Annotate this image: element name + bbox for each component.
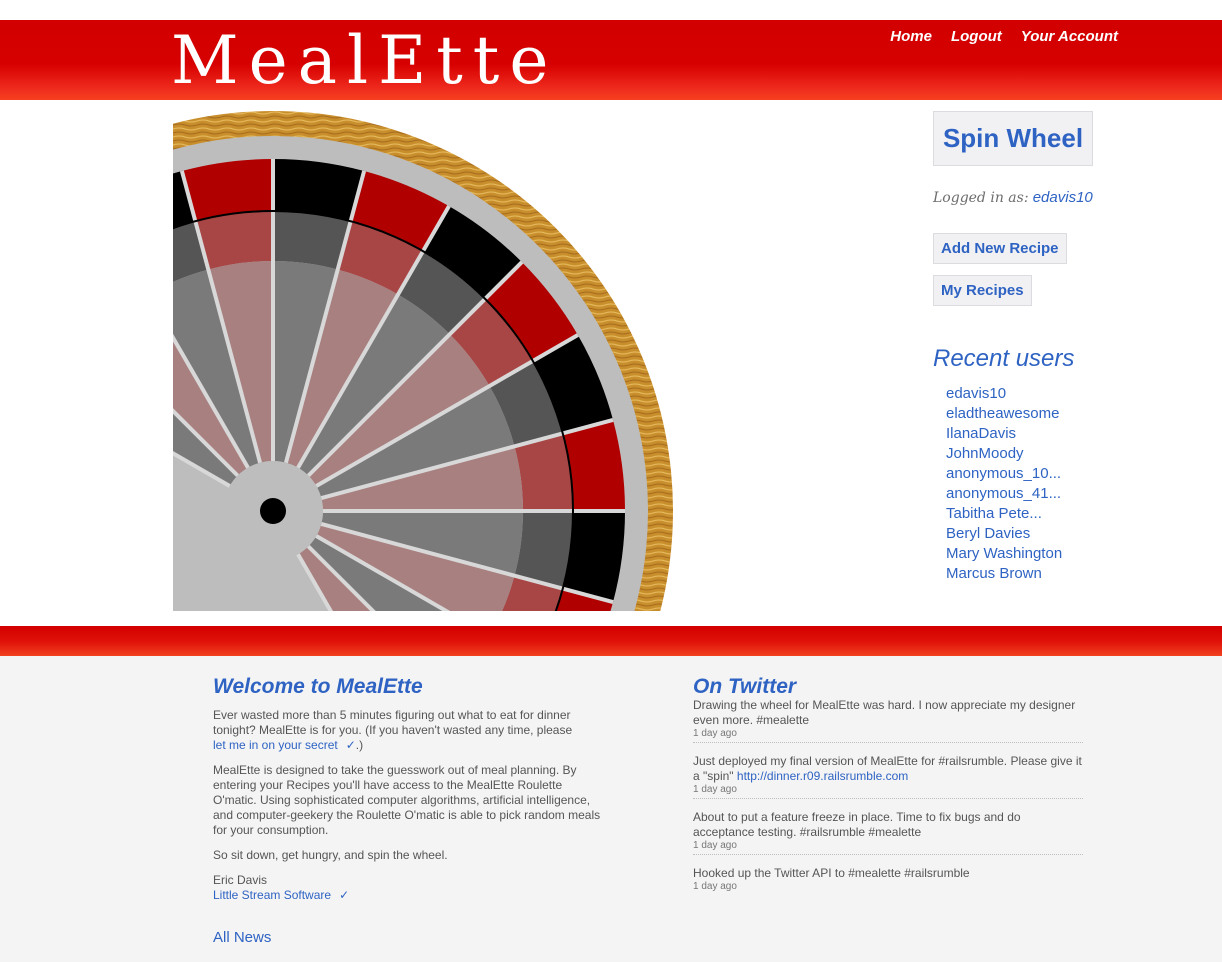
tweet-item: [693, 754, 1083, 799]
nav-home[interactable]: Home: [890, 28, 932, 45]
recent-user-link[interactable]: anonymous_10...: [946, 465, 1062, 482]
add-new-recipe-button[interactable]: Add New Recipe: [933, 233, 1067, 264]
tweet-item: [693, 698, 1083, 743]
recent-user-link[interactable]: Beryl Davies: [946, 525, 1031, 542]
check-icon: ✓: [345, 738, 356, 752]
welcome-heading: Welcome to MealEtte: [213, 675, 423, 698]
recent-user-link[interactable]: Tabitha Pete...: [946, 505, 1042, 522]
tweet-time: 1 day ago: [693, 840, 737, 851]
recent-user-link[interactable]: edavis10: [946, 385, 1007, 402]
tweet-link[interactable]: http://dinner.r09.railsrumble.com: [736, 769, 909, 783]
tweet-text: Hooked up the Twitter API to #mealette #railsrumble: [693, 866, 970, 880]
welcome-intro: [213, 708, 603, 753]
tweet-time: 1 day ago: [693, 881, 737, 892]
logged-in-user-link[interactable]: edavis10: [1032, 189, 1093, 206]
company-link[interactable]: Little Stream Software: [213, 888, 332, 902]
recent-user-link[interactable]: IlanaDavis: [946, 425, 1017, 442]
my-recipes-button[interactable]: My Recipes: [933, 275, 1032, 306]
recent-user-link[interactable]: JohnMoody: [946, 445, 1024, 462]
recent-users-heading: Recent users: [933, 345, 1075, 372]
author-name: Eric Davis: [213, 873, 268, 887]
welcome-intro-end: .): [355, 738, 364, 752]
welcome-intro-text: Ever wasted more than 5 minutes figuring out what to eat for dinner tonight? MealEtte is for you. (If you haven't wasted any time, please: [213, 708, 573, 737]
tweet-body: [693, 754, 1083, 784]
site-logo[interactable]: MealEtte: [171, 22, 559, 99]
recent-user-link[interactable]: eladtheawesome: [946, 405, 1060, 422]
tweet-text: About to put a feature freeze in place. Time to fix bugs and do acceptance testing. #railsrumble #mealette: [693, 810, 1021, 839]
welcome-description: MealEtte is designed to take the guesswork out of meal planning. By entering your Recipes you'll have access to the MealEtte Roulette O'matic. Using sophisticated computer algorithms, artificial intelligence, and computer-geekery the Roulette O'matic is able to pick random meals for your consumption.: [213, 763, 601, 837]
top-nav: [890, 28, 1118, 45]
header-bar: [0, 20, 1222, 100]
tweet-item: [693, 866, 1083, 895]
tweet-item: [693, 810, 1083, 855]
footer: [0, 656, 1222, 962]
logged-in-status: [933, 189, 1093, 206]
twitter-heading: On Twitter: [693, 675, 797, 698]
welcome-section: [213, 676, 603, 903]
check-icon: ✓: [339, 888, 350, 902]
recent-user-link[interactable]: anonymous_41...: [946, 485, 1062, 502]
footer-divider-bar: [0, 626, 1222, 656]
tweet-time: 1 day ago: [693, 784, 737, 795]
tweet-time: 1 day ago: [693, 728, 737, 739]
recent-users-list: [946, 384, 1062, 584]
nav-your-account[interactable]: Your Account: [1020, 28, 1118, 45]
secret-link[interactable]: let me in on your secret: [213, 738, 338, 752]
wheel-center: [260, 498, 286, 524]
spin-wheel-button[interactable]: Spin Wheel: [933, 111, 1093, 166]
all-news-link[interactable]: All News: [213, 929, 272, 946]
welcome-tagline: So sit down, get hungry, and spin the wheel.: [213, 848, 448, 862]
tweet-text: Drawing the wheel for MealEtte was hard. I now appreciate my designer even more. #mealette: [693, 698, 1076, 727]
recent-user-link[interactable]: Mary Washington: [946, 545, 1063, 562]
author-signature: [213, 873, 603, 903]
nav-logout[interactable]: Logout: [950, 28, 1002, 45]
recent-user-link[interactable]: Marcus Brown: [946, 565, 1042, 582]
tweet-text: Just deployed my final version of MealEtte for #railsrumble. Please give it a "spin": [693, 754, 1082, 783]
logged-in-label: Logged in as:: [933, 190, 1029, 206]
roulette-wheel[interactable]: [173, 111, 673, 611]
twitter-section: [693, 676, 1083, 895]
